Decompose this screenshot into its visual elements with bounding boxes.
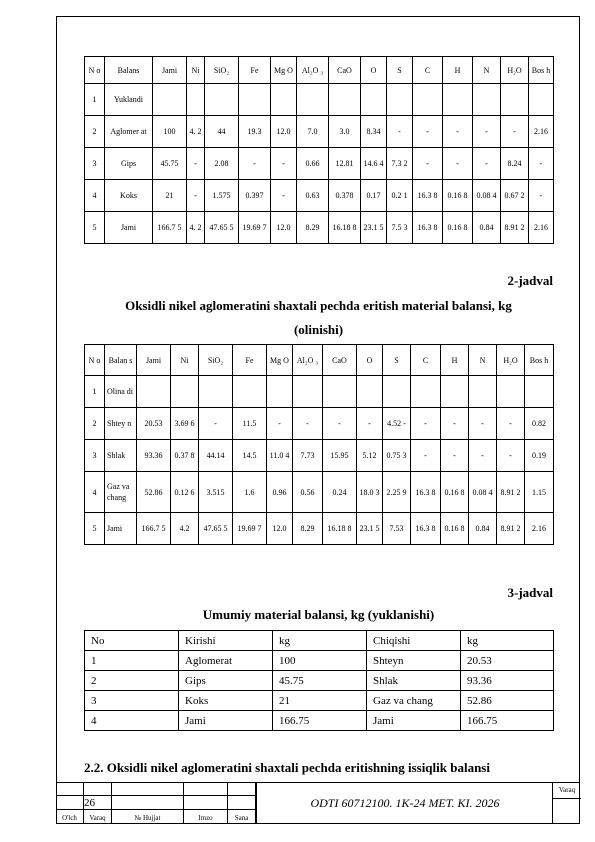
- page-number: 26: [84, 796, 112, 810]
- table-cell: 7.0: [297, 116, 329, 148]
- table-cell: Jami: [105, 513, 137, 545]
- table-row: [85, 212, 554, 244]
- table-cell: 4. 2: [187, 116, 205, 148]
- table-cell: -: [187, 148, 205, 180]
- table-cell: -: [529, 180, 554, 212]
- table-cell: 23.1 5: [357, 513, 383, 545]
- table-cell: 21: [153, 180, 187, 212]
- table-cell: -: [497, 408, 525, 440]
- header-cell: Balans: [105, 57, 153, 84]
- table-cell: 3: [85, 148, 105, 180]
- table-row: [85, 513, 554, 545]
- table-cell: [441, 376, 469, 408]
- header-cell: kg: [273, 631, 367, 651]
- table-cell: 45.75: [153, 148, 187, 180]
- table3-title: Umumiy material balansi, kg (yuklanishi): [202, 607, 435, 622]
- material-balance-table-loading: [84, 56, 554, 244]
- header-cell: SiO₂: [199, 345, 233, 376]
- stamp-varaq-label: Varaq: [553, 786, 581, 799]
- table-cell: [501, 84, 529, 116]
- table-cell: 4: [85, 711, 179, 731]
- table-cell: [525, 376, 554, 408]
- table-cell: [171, 376, 199, 408]
- table-cell: -: [411, 408, 441, 440]
- table-cell: 93.36: [461, 671, 554, 691]
- header-cell: SiO₂: [205, 57, 239, 84]
- table-cell: -: [441, 408, 469, 440]
- header-cell: H₂O: [497, 345, 525, 376]
- table-cell: 0.84: [469, 513, 497, 545]
- table-cell: 1: [85, 84, 105, 116]
- table-cell: -: [469, 408, 497, 440]
- table-cell: Gaz va chang: [105, 472, 137, 513]
- table-cell: 5.12: [357, 440, 383, 472]
- header-cell: N o: [85, 345, 105, 376]
- table-cell: -: [187, 180, 205, 212]
- table-cell: 44: [205, 116, 239, 148]
- table-cell: -: [267, 408, 293, 440]
- table-cell: 14.6 4: [361, 148, 387, 180]
- header-cell: Mg O: [267, 345, 293, 376]
- table-cell: 7.53: [383, 513, 411, 545]
- table-cell: 1: [85, 651, 179, 671]
- table-cell: Shtey n: [105, 408, 137, 440]
- table-cell: -: [413, 116, 443, 148]
- table-cell: -: [443, 116, 473, 148]
- table-cell: 8.29: [297, 212, 329, 244]
- table-cell: 2: [85, 408, 105, 440]
- table-cell: -: [271, 180, 297, 212]
- table-cell: 16.3 8: [413, 180, 443, 212]
- table-cell: 19.3: [239, 116, 271, 148]
- table-cell: 2: [85, 671, 179, 691]
- table-cell: [387, 84, 413, 116]
- table-cell: 4.2: [171, 513, 199, 545]
- table-cell: [267, 376, 293, 408]
- table-cell: [323, 376, 357, 408]
- table-cell: 0.56: [293, 472, 323, 513]
- table-cell: -: [469, 440, 497, 472]
- header-cell: N: [469, 345, 497, 376]
- table-cell: -: [497, 440, 525, 472]
- table-cell: 166.75: [273, 711, 367, 731]
- header-cell: C: [413, 57, 443, 84]
- table-cell: 0.12 6: [171, 472, 199, 513]
- table-cell: 0.17: [361, 180, 387, 212]
- table-cell: 8.91 2: [497, 472, 525, 513]
- table-cell: [443, 84, 473, 116]
- table3-number: 3-jadval: [507, 585, 553, 600]
- table-cell: Koks: [179, 691, 273, 711]
- header-cell: H: [441, 345, 469, 376]
- header-cell: Bos h: [525, 345, 554, 376]
- table-cell: 0.397: [239, 180, 271, 212]
- table-row: [85, 691, 554, 711]
- table-cell: Jami: [105, 212, 153, 244]
- table-cell: [199, 376, 233, 408]
- table-cell: 19.69 7: [233, 513, 267, 545]
- table-cell: 4. 2: [187, 212, 205, 244]
- table-row: [85, 84, 554, 116]
- table-cell: Aglomerat: [179, 651, 273, 671]
- table-cell: 11.5: [233, 408, 267, 440]
- stamp-label-varaq: Varaq: [84, 810, 112, 824]
- header-cell: O: [361, 57, 387, 84]
- table-cell: 0.19: [525, 440, 554, 472]
- table-cell: [329, 84, 361, 116]
- table-cell: Yuklandi: [105, 84, 153, 116]
- table-cell: 16.3 8: [411, 472, 441, 513]
- table-cell: -: [473, 148, 501, 180]
- table-cell: [383, 376, 411, 408]
- table-cell: 1: [85, 376, 105, 408]
- header-cell: N o: [85, 57, 105, 84]
- table-cell: 11.0 4: [267, 440, 293, 472]
- table-cell: [411, 376, 441, 408]
- table-cell: 100: [273, 651, 367, 671]
- table-cell: 0.2 1: [387, 180, 413, 212]
- table-cell: 3.69 6: [171, 408, 199, 440]
- table-row: [85, 671, 554, 691]
- table-cell: 0.82: [525, 408, 554, 440]
- table-cell: 3.515: [199, 472, 233, 513]
- table-cell: 4: [85, 472, 105, 513]
- table-cell: 1.15: [525, 472, 554, 513]
- stamp-label-olch: O'lch: [56, 810, 84, 824]
- table-cell: 2.16: [525, 513, 554, 545]
- table-cell: 12.0: [267, 513, 293, 545]
- header-cell: H₂O: [501, 57, 529, 84]
- table-cell: 0.24: [323, 472, 357, 513]
- table-cell: [153, 84, 187, 116]
- table-cell: 0.378: [329, 180, 361, 212]
- table-cell: Olina di: [105, 376, 137, 408]
- material-balance-table-output: [84, 344, 554, 545]
- table-cell: [137, 376, 171, 408]
- table-cell: [413, 84, 443, 116]
- header-cell: O: [357, 345, 383, 376]
- table-cell: 16.18 8: [329, 212, 361, 244]
- table-cell: 8.29: [293, 513, 323, 545]
- header-cell: Ni: [171, 345, 199, 376]
- stamp-varaq-box: [552, 782, 581, 824]
- table-row: [85, 180, 554, 212]
- table-cell: 8.24: [501, 148, 529, 180]
- title-block-stamp: [56, 782, 580, 824]
- table-cell: Aglomer at: [105, 116, 153, 148]
- table-cell: 0.75 3: [383, 440, 411, 472]
- header-cell: H: [443, 57, 473, 84]
- header-cell: Kirishi: [179, 631, 273, 651]
- table-cell: 52.86: [137, 472, 171, 513]
- table-cell: [239, 84, 271, 116]
- table-cell: [473, 84, 501, 116]
- table-cell: -: [441, 440, 469, 472]
- header-cell: N: [473, 57, 501, 84]
- table-cell: 0.16 8: [441, 472, 469, 513]
- table-cell: 0.67 2: [501, 180, 529, 212]
- table-cell: 1.575: [205, 180, 239, 212]
- document-code: ODTI 60712100. 1K-24 MET. KI. 2026: [256, 782, 553, 824]
- table-cell: 2.25 9: [383, 472, 411, 513]
- table-cell: 2.16: [529, 116, 554, 148]
- table-cell: Gips: [105, 148, 153, 180]
- table-cell: 3.0: [329, 116, 361, 148]
- table-cell: 16.3 8: [411, 513, 441, 545]
- table-cell: 3: [85, 691, 179, 711]
- table-cell: 8.91 2: [497, 513, 525, 545]
- table2-title: Oksidli nikel aglomeratini shaxtali pechda eritish material balansi, kg: [125, 298, 512, 313]
- table-cell: [187, 84, 205, 116]
- table-cell: -: [293, 408, 323, 440]
- table-cell: 2: [85, 116, 105, 148]
- header-cell: kg: [461, 631, 554, 651]
- table-cell: 44.14: [199, 440, 233, 472]
- table-cell: 18.0 3: [357, 472, 383, 513]
- stamp-label-hujjat: № Hujjat: [112, 810, 184, 824]
- table-cell: 47.65 5: [205, 212, 239, 244]
- section-heading: 2.2. Oksidli nikel aglomeratini shaxtali pechda eritishning issiqlik balansi: [84, 760, 490, 775]
- table-cell: 0.37 8: [171, 440, 199, 472]
- table-row: [85, 651, 554, 671]
- table-cell: 2.08: [205, 148, 239, 180]
- table-cell: 7.3 2: [387, 148, 413, 180]
- table-cell: -: [387, 116, 413, 148]
- table-cell: 12.0: [271, 116, 297, 148]
- table-cell: -: [239, 148, 271, 180]
- header-cell: Bos h: [529, 57, 554, 84]
- table-cell: Jami: [367, 711, 461, 731]
- table-cell: [271, 84, 297, 116]
- total-balance-table: [84, 630, 554, 731]
- table-cell: 8.91 2: [501, 212, 529, 244]
- header-cell: S: [383, 345, 411, 376]
- table-cell: 166.75: [461, 711, 554, 731]
- table-cell: 0.96: [267, 472, 293, 513]
- table-cell: -: [443, 148, 473, 180]
- table-cell: -: [323, 408, 357, 440]
- table-cell: [497, 376, 525, 408]
- table-cell: 166.7 5: [153, 212, 187, 244]
- header-cell: No: [85, 631, 179, 651]
- table-cell: 20.53: [461, 651, 554, 671]
- header-cell: Balan s: [105, 345, 137, 376]
- table-cell: 21: [273, 691, 367, 711]
- table-cell: Shlak: [105, 440, 137, 472]
- table-cell: [205, 84, 239, 116]
- table-cell: 20.53: [137, 408, 171, 440]
- table-cell: 5: [85, 513, 105, 545]
- table-cell: 16.3 8: [413, 212, 443, 244]
- table-cell: 19.69 7: [239, 212, 271, 244]
- header-cell: Fe: [233, 345, 267, 376]
- table-row: [85, 472, 554, 513]
- table-row: [85, 116, 554, 148]
- table-cell: 0.66: [297, 148, 329, 180]
- table-cell: [293, 376, 323, 408]
- table-cell: 16.18 8: [323, 513, 357, 545]
- header-cell: Mg O: [271, 57, 297, 84]
- header-cell: Al₂O ₃: [297, 57, 329, 84]
- table-cell: 2.16: [529, 212, 554, 244]
- table-cell: 7.5 3: [387, 212, 413, 244]
- table-cell: [357, 376, 383, 408]
- table-cell: 0.08 4: [473, 180, 501, 212]
- table-row: [85, 408, 554, 440]
- header-cell: CaO: [323, 345, 357, 376]
- table-cell: Shlak: [367, 671, 461, 691]
- table-cell: 7.73: [293, 440, 323, 472]
- stamp-label-sana: Sana: [228, 810, 256, 824]
- table-cell: 8.34: [361, 116, 387, 148]
- table-cell: -: [501, 116, 529, 148]
- stamp-grid: [56, 782, 256, 824]
- table-cell: 93.36: [137, 440, 171, 472]
- table-cell: -: [413, 148, 443, 180]
- table-cell: Gaz va chang: [367, 691, 461, 711]
- table-cell: 0.08 4: [469, 472, 497, 513]
- header-cell: Chiqishi: [367, 631, 461, 651]
- table-cell: 0.84: [473, 212, 501, 244]
- table-row: [85, 711, 554, 731]
- header-cell: Jami: [153, 57, 187, 84]
- table-cell: [469, 376, 497, 408]
- table-cell: [297, 84, 329, 116]
- header-cell: Fe: [239, 57, 271, 84]
- table-cell: 15.95: [323, 440, 357, 472]
- table-cell: 100: [153, 116, 187, 148]
- table-cell: 0.63: [297, 180, 329, 212]
- table-cell: Gips: [179, 671, 273, 691]
- table-cell: 23.1 5: [361, 212, 387, 244]
- table-cell: [529, 84, 554, 116]
- table-cell: -: [357, 408, 383, 440]
- table-cell: -: [411, 440, 441, 472]
- table-cell: [233, 376, 267, 408]
- table-cell: -: [473, 116, 501, 148]
- header-cell: Al₂O ₃: [293, 345, 323, 376]
- table-cell: 12.0: [271, 212, 297, 244]
- table-row: [85, 440, 554, 472]
- table-cell: 0.16 8: [443, 212, 473, 244]
- header-cell: S: [387, 57, 413, 84]
- table-row: [85, 376, 554, 408]
- table-cell: 4.52 -: [383, 408, 411, 440]
- table-cell: 52.86: [461, 691, 554, 711]
- header-cell: Ni: [187, 57, 205, 84]
- table-cell: 166.7 5: [137, 513, 171, 545]
- table-cell: 14.5: [233, 440, 267, 472]
- table-row: [85, 148, 554, 180]
- table-cell: -: [529, 148, 554, 180]
- table-cell: Shteyn: [367, 651, 461, 671]
- table-cell: Koks: [105, 180, 153, 212]
- table-cell: 0.16 8: [443, 180, 473, 212]
- table2-subtitle: (olinishi): [293, 322, 344, 337]
- table-cell: 1.6: [233, 472, 267, 513]
- header-cell: C: [411, 345, 441, 376]
- table-cell: 3: [85, 440, 105, 472]
- table-cell: Jami: [179, 711, 273, 731]
- table-cell: 47.65 5: [199, 513, 233, 545]
- table-cell: 12.81: [329, 148, 361, 180]
- header-cell: Jami: [137, 345, 171, 376]
- header-cell: CaO: [329, 57, 361, 84]
- table-cell: 0.16 8: [441, 513, 469, 545]
- table-cell: 5: [85, 212, 105, 244]
- table2-number: 2-jadval: [507, 273, 553, 288]
- table-cell: -: [271, 148, 297, 180]
- stamp-label-imzo: Imzo: [184, 810, 228, 824]
- table-cell: 4: [85, 180, 105, 212]
- table-cell: [361, 84, 387, 116]
- table-cell: -: [199, 408, 233, 440]
- table-cell: 45.75: [273, 671, 367, 691]
